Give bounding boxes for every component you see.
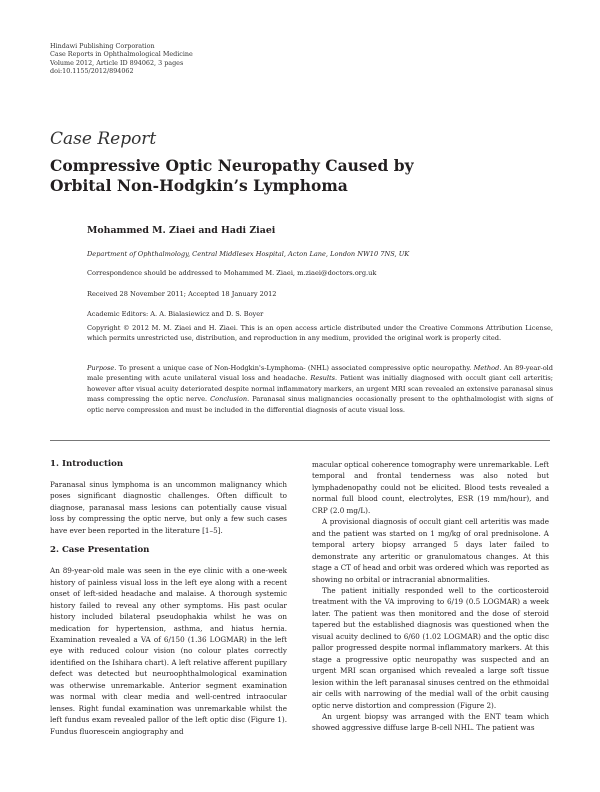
- abstract-purpose-label: Purpose.: [87, 364, 117, 372]
- volume-info: Volume 2012, Article ID 894062, 3 pages: [50, 58, 184, 67]
- case-paragraph: An 89-year-old male was seen in the eye clinic with a one-week history of painless visual loss in the left eye along with a recent onset of left-sided headache and malaise. A thorough systemic history failed to reveal any other symptoms. His past ocular history included bilateral pseudophakia whilst he was on medication for hypertension, asthma, and hiatus hernia. Examination revealed a VA of 6/150 (1.36 LOGMAR) in the left eye with reduced colour vision (no colour plates correctly identified on the Ishihara chart). A left relative afferent pupillary defect was detected but neuroophthalmological examination was otherwise unremarkable. Anterior segment examination was normal with clear media and well-centred intraocular lenses. Right fundal examination was unremarkable whilst the left fundus exam revealed pallor of the left optic disc (Figure 1). Fundus fluorescein angiography and: [50, 566, 287, 736]
- case-paragraph: The patient initially responded well to the corticosteroid treatment with the VA improving to 6/19 (0.5 LOGMAR) a week later. The patient was then monitored and the dose of steroid tapered but the established diagnosis was questioned when the visual acuity declined to 6/60 (1.02 LOGMAR) and the optic disc pallor progressed despite normal inflammatory markers. At this stage a progressive optic neuropathy was suspected and an urgent MRI scan organised which revealed a large soft tissue lesion within the left paranasal sinuses centred on the ethmoidal air cells with narrowing of the medial wall of the orbit causing optic nerve distortion and compression (Figure 2).: [312, 585, 549, 710]
- abstract-conclusion-label: Conclusion.: [210, 395, 250, 404]
- introduction-paragraph: Paranasal sinus lymphoma is an uncommon malignancy which poses significant diagnostic challenges. Often difficult to diagnose, paranasal mass lesions can potentially cause visual loss by compressing the optic nerve, but only a few such cases have ever been reported in the literature [1–5].: [50, 480, 287, 535]
- case-paragraph: A provisional diagnosis of occult giant cell arteritis was made and the patient was started on 1 mg/kg of oral prednisolone. A temporal artery biopsy arranged 5 days later failed to demonstrate any arteritic or granulomatous changes. At this stage a CT of head and orbit was ordered which was reported as showing no orbital or intracranial abnormalities.: [312, 517, 549, 584]
- case-paragraph: An urgent biopsy was arranged with the ENT team which showed aggressive diffuse large B-cell NHL. The patient was: [312, 711, 549, 733]
- section-divider: [50, 440, 550, 441]
- case-paragraph: macular optical coherence tomography were unremarkable. Left temporal and frontal tenderness was also noted but lymphadenopathy could not be elicited. Blood tests revealed a normal full blood count, electrolytes, ESR (19 mm/hour), and CRP (2.0 mg/L).: [312, 460, 549, 515]
- title-line: Orbital Non-Hodgkin’s Lymphoma: [50, 176, 348, 195]
- abstract-method-label: Method.: [473, 364, 502, 372]
- abstract-results: Patient was initially diagnosed with occult giant cell arteritis; however after visual acuity deteriorated despite normal inflammatory markers, an urgent MRI scan revealed an extensive paranasal sinus mass compressing the optic nerve.: [87, 374, 553, 404]
- journal-name: Case Reports in Ophthalmological Medicine: [50, 50, 193, 59]
- abstract-purpose: To present a unique case of Non-Hodgkin's-Lymphoma- (NHL) associated compressive optic neuropathy.: [116, 364, 474, 372]
- case-presentation-heading: 2. Case Presentation: [50, 545, 150, 556]
- article-type: Case Report: [50, 129, 157, 149]
- publisher: Hindawi Publishing Corporation: [50, 42, 155, 50]
- title-line: Compressive Optic Neuropathy Caused by: [50, 156, 414, 175]
- article-title: [50, 156, 414, 196]
- introduction-heading: 1. Introduction: [50, 459, 124, 469]
- doi: doi:10.1155/2012/894062: [50, 67, 134, 76]
- authors: Mohammed M. Ziaei and Hadi Ziaei: [87, 225, 276, 236]
- correspondence: Correspondence should be addressed to Mohammed M. Ziaei, m.ziaei@doctors.org.uk: [87, 269, 377, 277]
- abstract-conclusion: Paranasal sinus malignancies occasionally present to the ophthalmologist with signs of optic nerve compression and must be included in the differential diagnosis of acute visual loss.: [87, 395, 553, 414]
- abstract-results-label: Results.: [310, 374, 338, 383]
- paragraph-gap: [50, 536, 287, 545]
- copyright-notice: Copyright © 2012 M. M. Ziaei and H. Ziaei. This is an open access article distributed under the Creative Commons Attribution License, which permits unrestricted use, distribution, and reproduction in any medium, provided the original work is properly cited.: [87, 324, 553, 343]
- abstract: [87, 363, 553, 415]
- journal-header: [50, 42, 193, 76]
- affiliation: Department of Ophthalmology, Central Middlesex Hospital, Acton Lane, London NW10 7NS, UK: [87, 250, 410, 258]
- academic-editors: Academic Editors: A. A. Bialasiewicz and D. S. Boyer: [87, 310, 264, 318]
- left-column: [50, 459, 287, 737]
- abstract-method: An 89-year-old male presenting with acute unilateral visual loss and headache.: [87, 364, 554, 383]
- right-column: [312, 459, 549, 734]
- received-dates: Received 28 November 2011; Accepted 18 January 2012: [87, 290, 277, 298]
